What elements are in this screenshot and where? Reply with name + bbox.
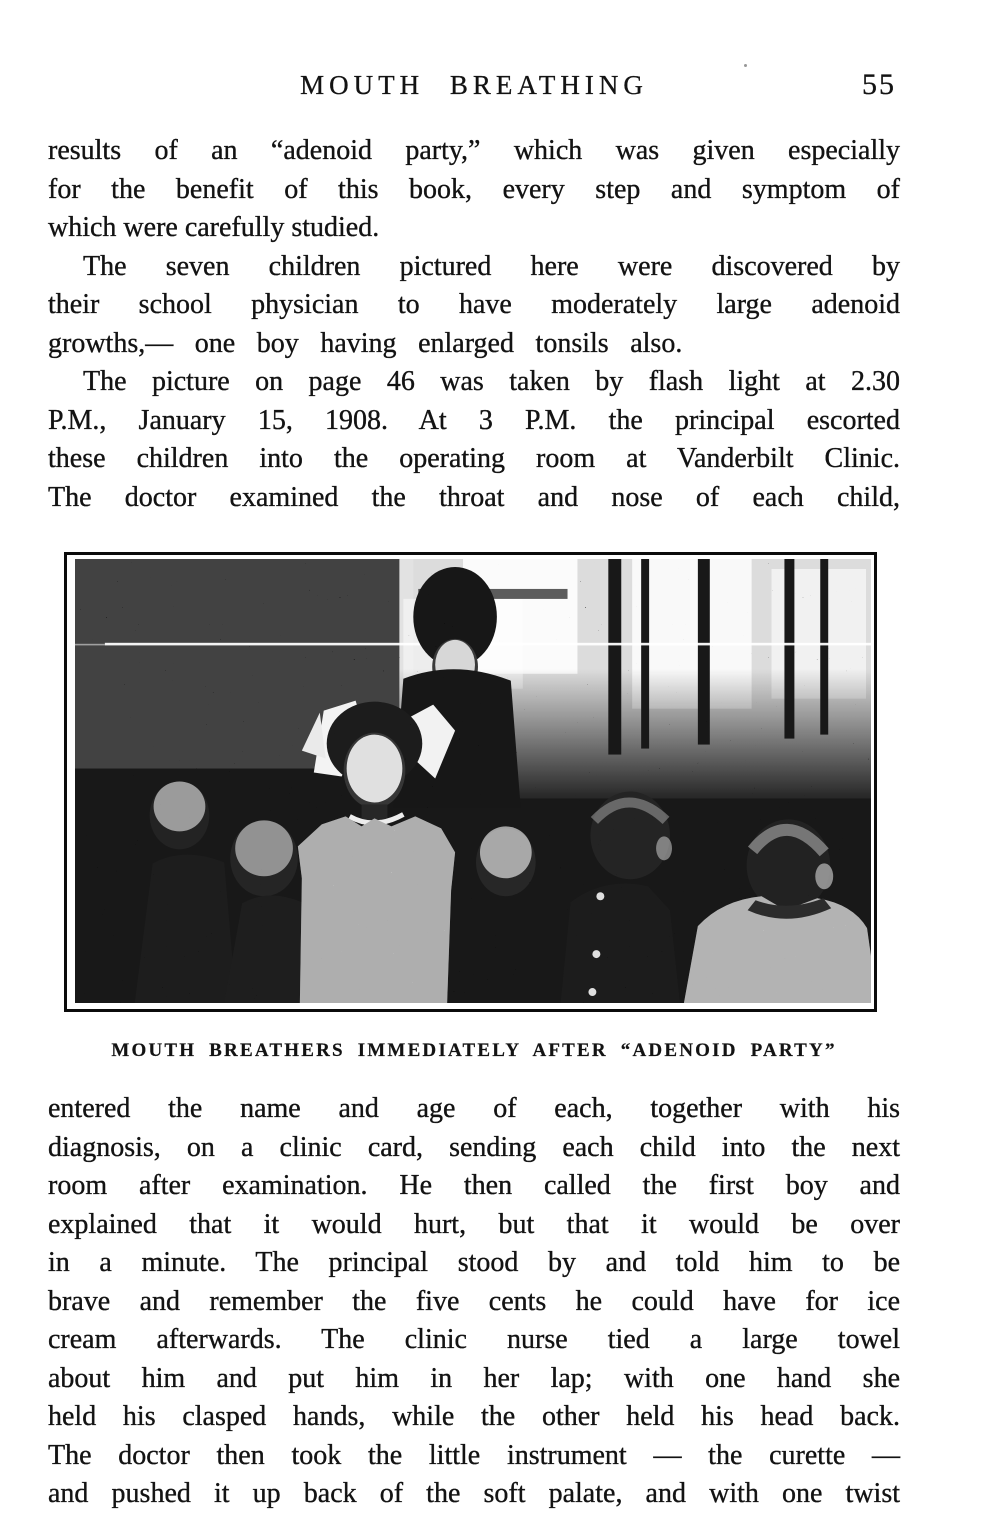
text-line: held his clasped hands, while the other held his head back. [48,1401,900,1432]
text-line: P.M., January 15, 1908. At 3 P.M. the principal escorted [48,404,900,436]
text-line: for the benefit of this book, every step and symptom of [48,173,900,205]
body-text-upper [48,132,900,517]
scan-speck [744,64,747,67]
text-line: The doctor then took the little instrument — the curette — [48,1439,900,1471]
text-line: their school physician to have moderately large adenoid [48,289,900,320]
text-line: The picture on page 46 was taken by flash light at 2.30 [83,366,900,397]
text-line: results of an “adenoid party,” which was given especially [48,135,900,166]
text-line: cream afterwards. The clinic nurse tied a large towel [48,1324,900,1355]
text-line: explained that it would hurt, but that it would be over [48,1208,900,1240]
text-line: room after examination. He then called the first boy and [48,1170,900,1201]
body-text-lower [48,1090,900,1514]
text-line: entered the name and age of each, together with his [48,1093,900,1124]
running-head-title: MOUTH BREATHING [300,70,648,100]
halftone-photo [64,552,877,1012]
text-line: these children into the operating room at Vanderbilt Clinic. [48,443,900,474]
photo-caption: MOUTH BREATHERS IMMEDIATELY AFTER “ADENOID PARTY” [111,1040,837,1061]
text-line: in a minute. The principal stood by and told him to be [48,1247,900,1278]
text-line: diagnosis, on a clinic card, sending each child into the next [48,1131,900,1163]
page-number: 55 [862,68,896,101]
text-line: brave and remember the five cents he could have for ice [48,1285,900,1317]
text-line: The seven children pictured here were discovered by [83,250,900,282]
text-line: growths,— one boy having enlarged tonsils also. [48,327,683,359]
text-line: about him and put him in her lap; with one hand she [48,1362,900,1394]
text-line: and pushed it up back of the soft palate, and with one twist [48,1478,900,1509]
photo-illustration [75,559,871,1003]
text-line: The doctor examined the throat and nose of each child, [48,481,900,513]
text-line: which were carefully studied. [48,212,380,243]
